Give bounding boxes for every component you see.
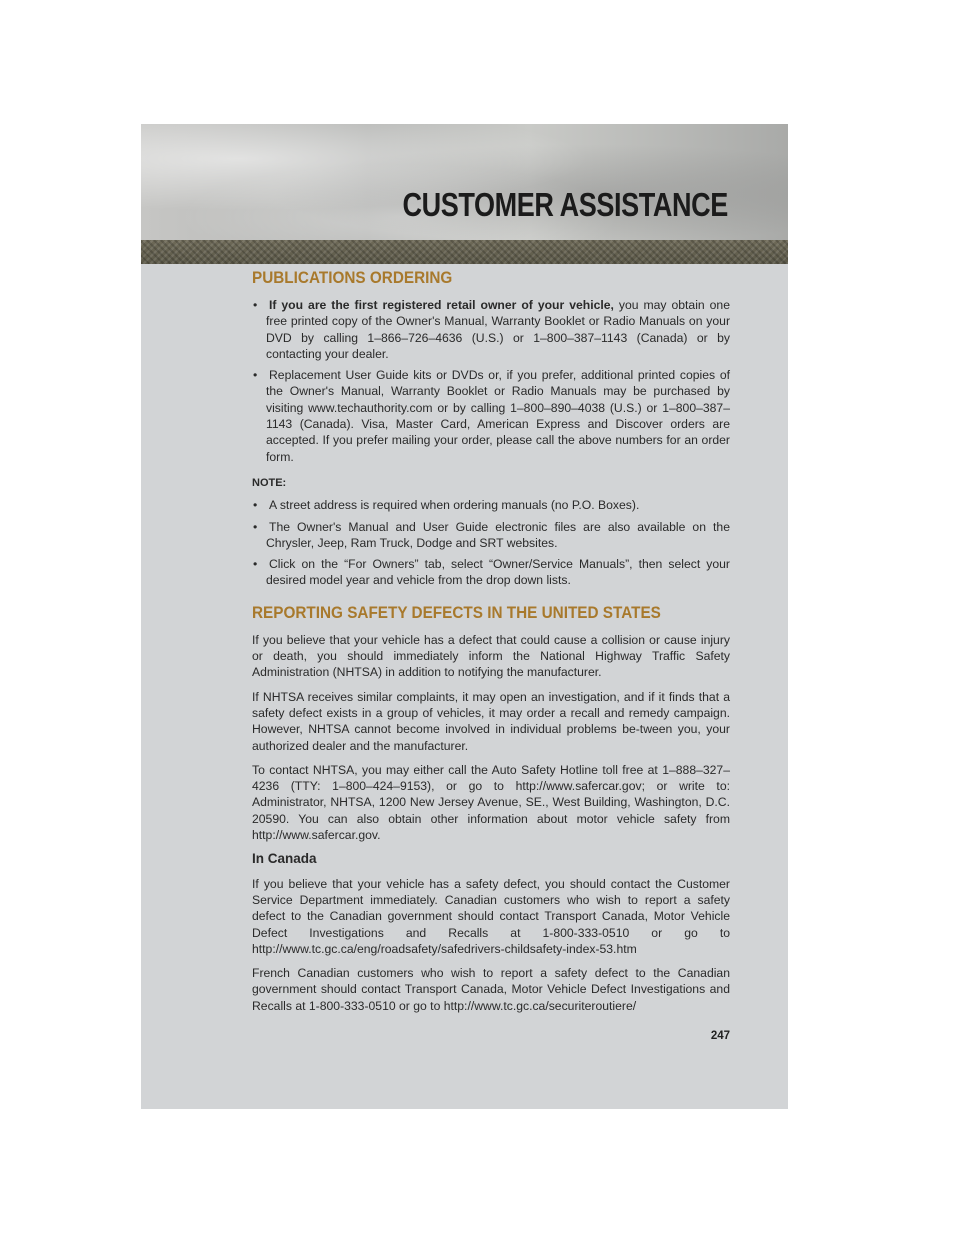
safety-paragraph: If you believe that your vehicle has a defect that could cause a collision or cause injury or death, you should immediately inform the National Highway Traffic Safety Administration (NHTSA) in addition to notifying the manufacturer. bbox=[252, 632, 730, 680]
list-item bbox=[252, 297, 730, 362]
list-item bbox=[252, 367, 730, 465]
page-title: CUSTOMER ASSISTANCE bbox=[402, 186, 728, 223]
canada-paragraph: If you believe that your vehicle has a safety defect, you should contact the Customer Service Department immediately. Canadian customers who wish to report a safety defect to the Canadian government should contact Transport Canada, Motor Vehicle Defect Investigations and Recalls at 1-800-333-0510 or go to http://www.tc.gc.ca/eng/roadsafety/safedrivers-childsafety-index-53.htm bbox=[252, 876, 730, 956]
publications-list bbox=[252, 297, 730, 465]
manual-page bbox=[141, 124, 788, 1109]
bullet-text: Replacement User Guide kits or DVDs or, if you prefer, additional printed copies of the Owner's Manual, Warranty Booklet or Radio Manuals may be purchased by visiting www.techauthority.com or by calling 1–800–890–4038 (U.S.) or 1–800–387–1143 (Canada). Visa, Master Card, American Express and Discover orders are accepted. If you prefer mailing your order, please call the above numbers for an order form. bbox=[266, 368, 730, 464]
safety-paragraph: If NHTSA receives similar complaints, it may open an investigation, and if it finds that a safety defect exists in a group of vehicles, it may order a recall and remedy campaign. However, NHTSA cannot become involved in individual problems be-tween you, your authorized dealer and the manufacturer. bbox=[252, 689, 730, 753]
bold-lead-text: If you are the first registered retail owner of your vehicle, bbox=[269, 298, 614, 312]
list-item bbox=[252, 519, 730, 552]
canada-heading: In Canada bbox=[252, 851, 317, 867]
header-banner bbox=[141, 124, 788, 240]
safety-paragraph: To contact NHTSA, you may either call the Auto Safety Hotline toll free at 1–888–327–4236 (TTY: 1–800–424–9153), or go to http://www.safercar.gov; or write to: Administrator, NHTSA, 1200 New Jersey Avenue, SE., West Building, Washington, D.C. 20590. You can also obtain other information about motor vehicle safety from http://www.safercar.gov. bbox=[252, 762, 730, 843]
page-content bbox=[252, 268, 730, 1022]
list-item bbox=[252, 556, 730, 589]
note-text: A street address is required when ordering manuals (no P.O. Boxes). bbox=[269, 498, 640, 513]
safety-heading: REPORTING SAFETY DEFECTS IN THE UNITED STATES bbox=[252, 602, 661, 622]
list-item bbox=[252, 497, 730, 513]
publications-heading: PUBLICATIONS ORDERING bbox=[252, 268, 453, 287]
note-text: The Owner's Manual and User Guide electronic files are also available on the Chrysler, Jeep, Ram Truck, Dodge and SRT websites. bbox=[266, 519, 730, 550]
page-number: 247 bbox=[710, 1030, 730, 1042]
note-text: Click on the “For Owners” tab, select “Owner/Service Manuals”, then select your desired model year and vehicle from the drop down lists. bbox=[266, 557, 730, 588]
notes-list bbox=[252, 497, 730, 588]
canada-paragraph: French Canadian customers who wish to report a safety defect to the Canadian government should contact Transport Canada, Motor Vehicle Defect Investigations and Recalls at 1-800-333-0510 or go to http://www.tc.gc.ca/securiteroutiere/ bbox=[252, 966, 730, 1013]
bullet-text: you may obtain one free printed copy of the Owner's Manual, Warranty Booklet or Radio Manuals on your DVD by calling 1–866–726–4636 (U.S.) or 1–800–387–1143 (Canada) or by contacting your dealer. bbox=[266, 298, 730, 361]
header-stripe bbox=[141, 240, 788, 264]
note-label: NOTE: bbox=[252, 476, 287, 489]
